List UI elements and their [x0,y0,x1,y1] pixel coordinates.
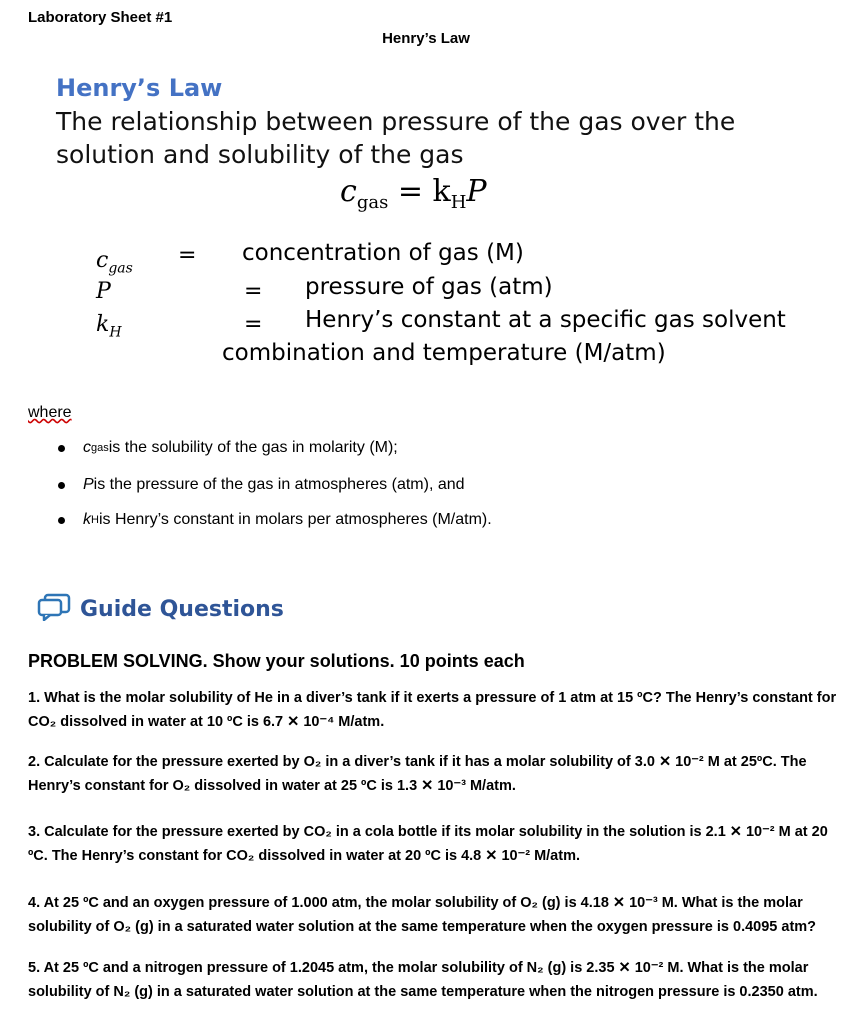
def-symbol-p: P [96,279,111,304]
slide-line-2: solution and solubility of the gas [56,140,464,169]
question-2: 2. Calculate for the pressure exerted by O₂ in a diver’s tank if it has a molar solubility of 3.0 ✕ 10⁻² M at 25ºC. The Henry’s constant for O₂ dissolved in water at 25 ºC is 1.3 ✕ 10⁻³ M/atm. [28,754,807,794]
def-desc-cgas: concentration of gas (M) [242,240,524,266]
def-equals-1: = [178,243,197,268]
def-symbol-cgas: $c_{gas}$ [96,248,133,277]
def-equals-3: = [244,312,263,337]
slide-line-1: The relationship between pressure of the gas over the [56,107,736,136]
bullet-dot [58,482,65,489]
where-label: where [28,404,72,421]
sheet-title: Laboratory Sheet #1 [28,9,173,26]
doc-title: Henry’s Law [382,30,470,47]
speech-bubble-icon [36,593,72,626]
henry-formula: $c_{gas} = k_HP$ [340,174,487,213]
bullet-p: P is the pressure of the gas in atmospheres (atm), and [58,476,465,494]
bullet-cgas: c gas is the solubility of the gas in molarity (M); [58,439,398,457]
slide-heading: Henry’s Law [56,74,223,102]
def-desc-continued: combination and temperature (M/atm) [222,340,666,366]
problem-solving-heading: PROBLEM SOLVING. Show your solutions. 10 points each [28,651,525,671]
question-4: 4. At 25 ºC and an oxygen pressure of 1.000 atm, the molar solubility of O₂ (g) is 4.18 ✕ 10⁻³ M. What is the molar solubility of O₂ (g) in a saturated water solution at the same temperature when the oxygen pressure is 0.4095 atm? [28,895,817,935]
bullet-dot [58,517,65,524]
bullet-kh: k H is Henry’s constant in molars per atmospheres (M/atm). [58,511,492,529]
question-5: 5. At 25 ºC and a nitrogen pressure of 1.2045 atm, the molar solubility of N₂ (g) is 2.35 ✕ 10⁻² M. What is the molar solubility of N₂ (g) in a saturated water solution at the same temperature when the nitrogen pressure is 0.2350 atm. [28,960,818,1000]
def-desc-kh: Henry’s constant at a specific gas solvent [305,307,786,333]
def-desc-p: pressure of gas (atm) [305,274,553,300]
question-1: 1. What is the molar solubility of He in a diver’s tank if it exerts a pressure of 1 atm at 15 ºC? The Henry’s constant for CO₂ dissolved in water at 10 ºC is 6.7 ✕ 10⁻⁴ M/atm. [28,690,837,730]
question-3: 3. Calculate for the pressure exerted by CO₂ in a cola bottle if its molar solubility in the solution is 2.1 ✕ 10⁻² M at 20 ºC. The Henry’s constant for CO₂ dissolved in water at 20 ºC is 4.8 ✕ 10⁻² M/atm. [28,824,828,864]
bullet-dot [58,445,65,452]
def-equals-2: = [244,279,263,304]
guide-questions-title: Guide Questions [80,597,284,622]
def-symbol-kh: $k_H$ [96,312,122,341]
guide-questions-header [36,593,284,626]
